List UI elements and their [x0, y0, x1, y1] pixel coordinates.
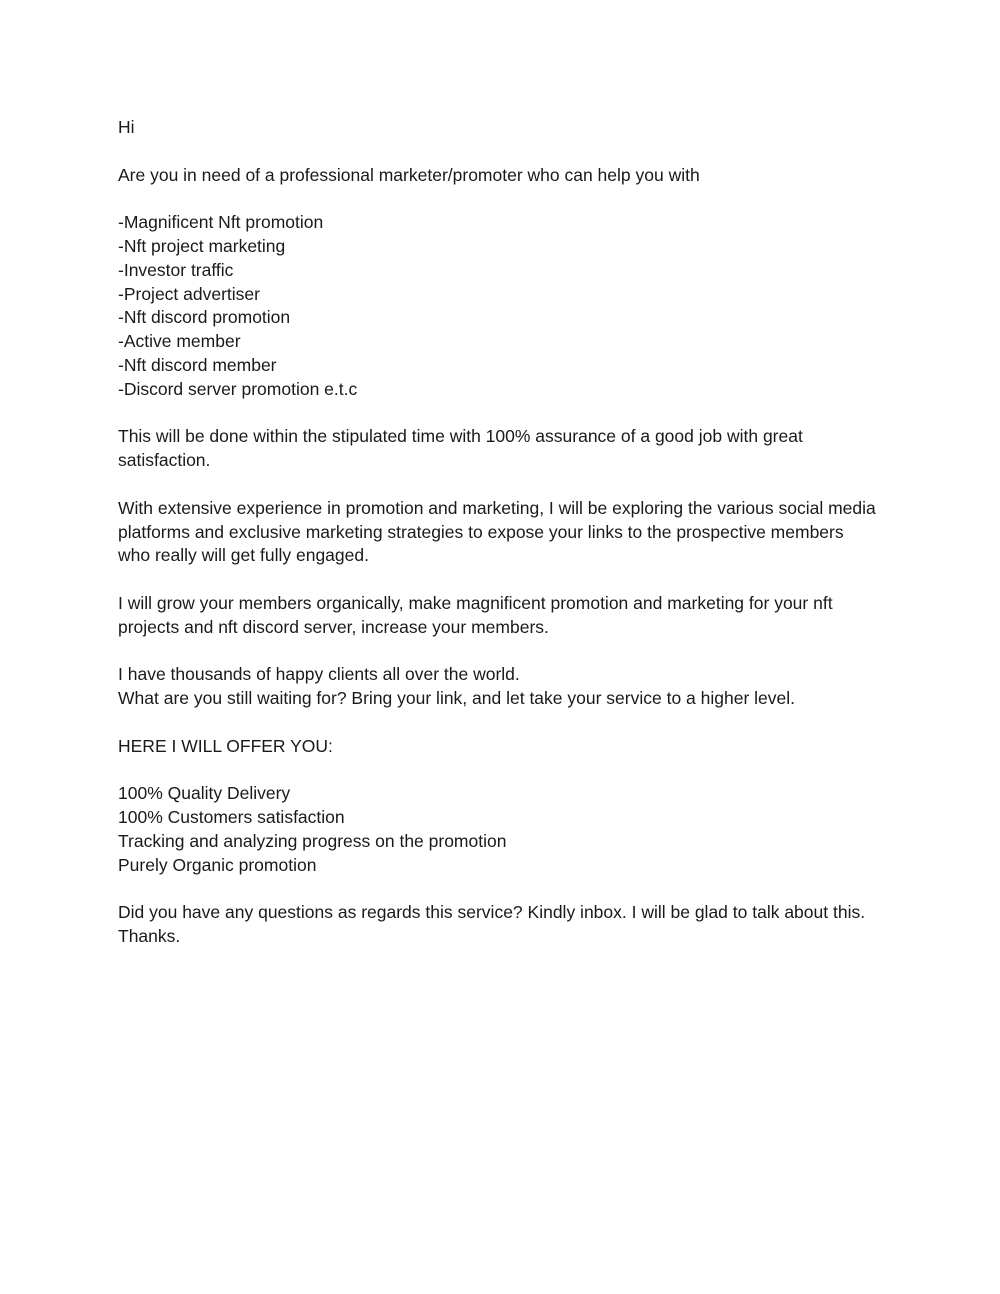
- service-item: -Project advertiser: [118, 283, 260, 304]
- document-page: [118, 116, 878, 973]
- offer-item: Purely Organic promotion: [118, 854, 317, 875]
- service-item: -Discord server promotion e.t.c: [118, 378, 358, 399]
- offer-item: 100% Quality Delivery: [118, 783, 291, 804]
- intro-block: [118, 164, 878, 188]
- clients-line: I have thousands of happy clients all over the world.: [118, 664, 520, 685]
- service-item: -Nft project marketing: [118, 235, 286, 256]
- closing-paragraph: Did you have any questions as regards this service? Kindly inbox. I will be glad to talk about this. Thanks.: [118, 902, 866, 947]
- grow-paragraph: I will grow your members organically, make magnificent promotion and marketing for your nft projects and nft discord server, increase your members.: [118, 592, 833, 637]
- offer-item: 100% Customers satisfaction: [118, 807, 345, 828]
- grow-block: [118, 592, 878, 640]
- clients-block: [118, 663, 878, 711]
- service-item: -Active member: [118, 331, 241, 352]
- offer-item: Tracking and analyzing progress on the promotion: [118, 830, 507, 851]
- experience-block: [118, 497, 878, 568]
- intro-text: Are you in need of a professional marketer/promoter who can help you with: [118, 164, 700, 185]
- services-list: [118, 211, 878, 401]
- greeting-block: [118, 116, 878, 140]
- closing-block: [118, 901, 878, 949]
- service-item: -Nft discord promotion: [118, 307, 291, 328]
- offers-list: [118, 782, 878, 877]
- assurance-block: [118, 425, 878, 473]
- service-item: -Investor traffic: [118, 259, 234, 280]
- greeting-text: Hi: [118, 117, 135, 137]
- offer-heading-block: [118, 735, 878, 759]
- service-item: -Nft discord member: [118, 354, 277, 375]
- offer-heading: HERE I WILL OFFER YOU:: [118, 735, 333, 756]
- service-item: -Magnificent Nft promotion: [118, 212, 324, 233]
- assurance-paragraph: This will be done within the stipulated time with 100% assurance of a good job with great satisfaction.: [118, 426, 803, 471]
- waiting-line: What are you still waiting for? Bring your link, and let take your service to a higher level.: [118, 688, 795, 709]
- experience-paragraph: With extensive experience in promotion and marketing, I will be exploring the various social media platforms and exclusive marketing strategies to expose your links to the prospective members who really will get fully engaged.: [118, 497, 876, 566]
